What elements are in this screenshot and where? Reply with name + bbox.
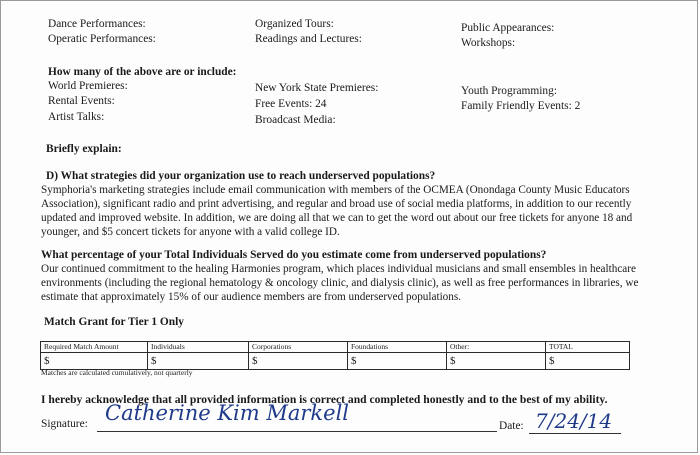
how-many-heading: How many of the above are or include:: [48, 66, 237, 78]
underserved-strategies-answer: Symphoria's marketing strategies include email communication with members of the OCMEA (Onondaga County Music Educators Association), significant radio and print advertising, and regular and broad use of social media platforms, in addition to our recently updated and improved website. In addition, we are doing all that we can to get the word out about our free tickets for anyone 18 and younger, and $5 concert tickets for anyone with a valid college ID.: [41, 184, 633, 238]
date-label: Date:: [499, 420, 524, 432]
public-appearances-label: Public Appearances:: [461, 22, 555, 34]
free-events-label: Free Events: 24: [255, 98, 327, 110]
percentage-answer: Our continued commitment to the healing Harmonies program, which places individual musicians and small ensembles in healthcare environments (including the regional hematology & oncology clinic, and dialysis clinic), as well as free performances in libraries, we estimate that approximately 15% of our audience members are from underserved populations.: [41, 263, 639, 303]
percentage-question: What percentage of your Total Individuals Served do you estimate come from underserved populations?: [41, 249, 547, 261]
total-value: $: [546, 353, 630, 370]
individuals-header: Individuals: [148, 342, 249, 353]
signature-line: [97, 431, 497, 432]
handwritten-date: 7/24/14: [535, 409, 613, 433]
rental-events-label: Rental Events:: [48, 95, 115, 107]
other-header: Other:: [447, 342, 546, 353]
acknowledgement-text: I hereby acknowledge that all provided information is correct and completed honestly and to the best of my ability.: [41, 393, 608, 406]
briefly-explain-heading: Briefly explain:: [46, 143, 122, 155]
dance-performances-label: Dance Performances:: [48, 18, 146, 30]
handwritten-signature: Catherine Kim Markell: [105, 401, 350, 425]
signature-label: Signature:: [41, 418, 88, 430]
underserved-strategies-question: D) What strategies did your organization use to reach underserved populations?: [46, 170, 436, 182]
nys-premieres-label: New York State Premieres:: [255, 82, 379, 94]
match-header-row: [41, 342, 630, 353]
family-friendly-label: Family Friendly Events: 2: [461, 100, 581, 112]
required-match-header: Required Match Amount: [41, 342, 148, 353]
other-value: $: [447, 353, 546, 370]
date-line: [529, 433, 621, 434]
match-grant-table: [40, 341, 630, 370]
foundations-header: Foundations: [348, 342, 447, 353]
operatic-performances-label: Operatic Performances:: [48, 33, 156, 45]
match-note: Matches are calculated cumulatively, not quarterly: [41, 368, 193, 377]
readings-lectures-label: Readings and Lectures:: [255, 33, 362, 45]
individuals-value: $: [148, 353, 249, 370]
total-header: TOTAL: [546, 342, 630, 353]
organized-tours-label: Organized Tours:: [255, 18, 334, 30]
youth-programming-label: Youth Programming:: [461, 85, 557, 97]
artist-talks-label: Artist Talks:: [48, 111, 105, 123]
match-value-row: [41, 353, 630, 370]
workshops-label: Workshops:: [461, 37, 516, 49]
broadcast-media-label: Broadcast Media:: [255, 114, 336, 126]
world-premieres-label: World Premieres:: [48, 80, 128, 92]
corporations-value: $: [249, 353, 348, 370]
match-grant-heading: Match Grant for Tier 1 Only: [44, 316, 184, 328]
corporations-header: Corporations: [249, 342, 348, 353]
foundations-value: $: [348, 353, 447, 370]
required-match-value: $: [41, 353, 148, 370]
